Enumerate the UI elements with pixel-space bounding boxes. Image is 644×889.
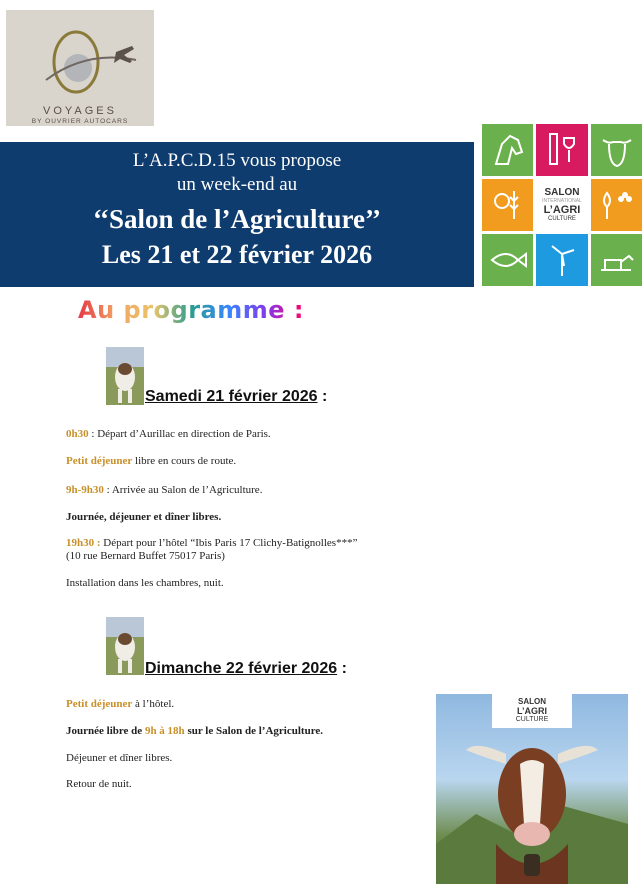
vegetables-icon <box>482 179 533 231</box>
day1-item-5-address: (10 rue Bernard Buffet 75017 Paris) <box>66 550 225 562</box>
day1-item-1-sep: : <box>88 428 98 440</box>
wind-turbine-icon <box>536 234 587 286</box>
salon-logo-center <box>536 179 587 231</box>
logo-brand-text: VOYAGES <box>43 105 117 117</box>
poster-logo-word-culture: CULTURE <box>515 716 549 723</box>
day2-item-2-part-b: sur le Salon de l’Agriculture. <box>184 725 324 737</box>
cow-photo-day1 <box>106 347 144 405</box>
salon-logo-word-international: INTERNATIONAL <box>542 198 582 204</box>
day2-item-3: Déjeuner et dîner libres. <box>66 752 173 764</box>
banner-line-2: un week-end au <box>176 174 298 195</box>
salon-poster-image <box>436 694 628 884</box>
day1-item-2-time: Petit déjeuner <box>66 455 133 467</box>
day1-item-2-text: libre en cours de route. <box>135 455 237 467</box>
salon-logo-word-salon: SALON <box>544 187 580 198</box>
day2-item-1-time: Petit déjeuner <box>66 698 133 710</box>
logo-subtitle-text: BY OUVRIER AUTOCARS <box>31 118 129 125</box>
day2-title-suffix: : <box>337 660 347 677</box>
day1-item-5 <box>66 537 357 549</box>
grapes-tree-icon <box>591 179 642 231</box>
day2-item-2 <box>66 725 323 737</box>
day1-title <box>145 388 327 406</box>
day1-item-1-text: Départ d’Aurillac en direction de Paris. <box>97 428 271 440</box>
banner-dates: Les 21 et 22 février 2026 <box>101 240 373 269</box>
day2-item-1-text: à l’hôtel. <box>135 698 175 710</box>
day1-item-3-sep: : <box>103 484 112 496</box>
day2-title-text: Dimanche 22 février 2026 <box>145 660 338 677</box>
globe-plane-icon <box>6 10 154 106</box>
cow-photo-day2 <box>106 617 144 675</box>
salon-logo-word-agri: L’AGRI <box>543 204 581 216</box>
day2-item-2-time: 9h à 18h <box>144 725 185 737</box>
day1-item-2 <box>66 455 236 467</box>
day1-item-6: Installation dans les chambres, nuit. <box>66 577 224 589</box>
day1-item-5-text: Départ pour l’hôtel “Ibis Paris 17 Clichy-Batignolles***” <box>103 537 358 549</box>
banner-event-title: ‘‘Salon de l’Agriculture’’ <box>93 204 381 234</box>
cow-icon <box>106 347 144 405</box>
poster-logo-word-salon: SALON <box>518 697 546 706</box>
banner-line-1: L’A.P.C.D.15 vous propose <box>132 150 342 171</box>
farm-animals-icon <box>591 234 642 286</box>
voyages-logo <box>6 10 154 126</box>
day2-item-1 <box>66 698 174 710</box>
day2-title <box>145 660 347 678</box>
day1-item-1-time: 0h30 <box>66 428 89 440</box>
fish-icon <box>482 234 533 286</box>
day2-item-4: Retour de nuit. <box>66 778 132 790</box>
horse-icon <box>482 124 533 176</box>
day2-item-2-part-a: Journée libre de <box>66 725 145 737</box>
salon-logo-word-culture: CULTURE <box>548 216 576 222</box>
day1-item-3-time: 9h-9h30 <box>66 484 104 496</box>
poster-salon-logo <box>492 694 572 728</box>
cow-icon <box>106 617 144 675</box>
title-banner <box>0 142 474 287</box>
program-heading: Au programme : <box>78 296 304 324</box>
poster-logo-word-agri: L’AGRI <box>516 706 547 716</box>
cow-head-icon <box>591 124 642 176</box>
wine-cheese-icon <box>536 124 587 176</box>
day1-title-suffix: : <box>317 388 328 405</box>
day1-item-1 <box>66 428 271 440</box>
day1-item-3 <box>66 484 262 496</box>
day1-item-4: Journée, déjeuner et dîner libres. <box>66 511 222 523</box>
day1-item-3-text: Arrivée au Salon de l’Agriculture. <box>111 484 263 496</box>
salon-agriculture-logo <box>482 124 642 286</box>
day1-item-5-time: 19h30 : <box>66 537 101 549</box>
day1-title-text: Samedi 21 février 2026 <box>145 388 318 405</box>
